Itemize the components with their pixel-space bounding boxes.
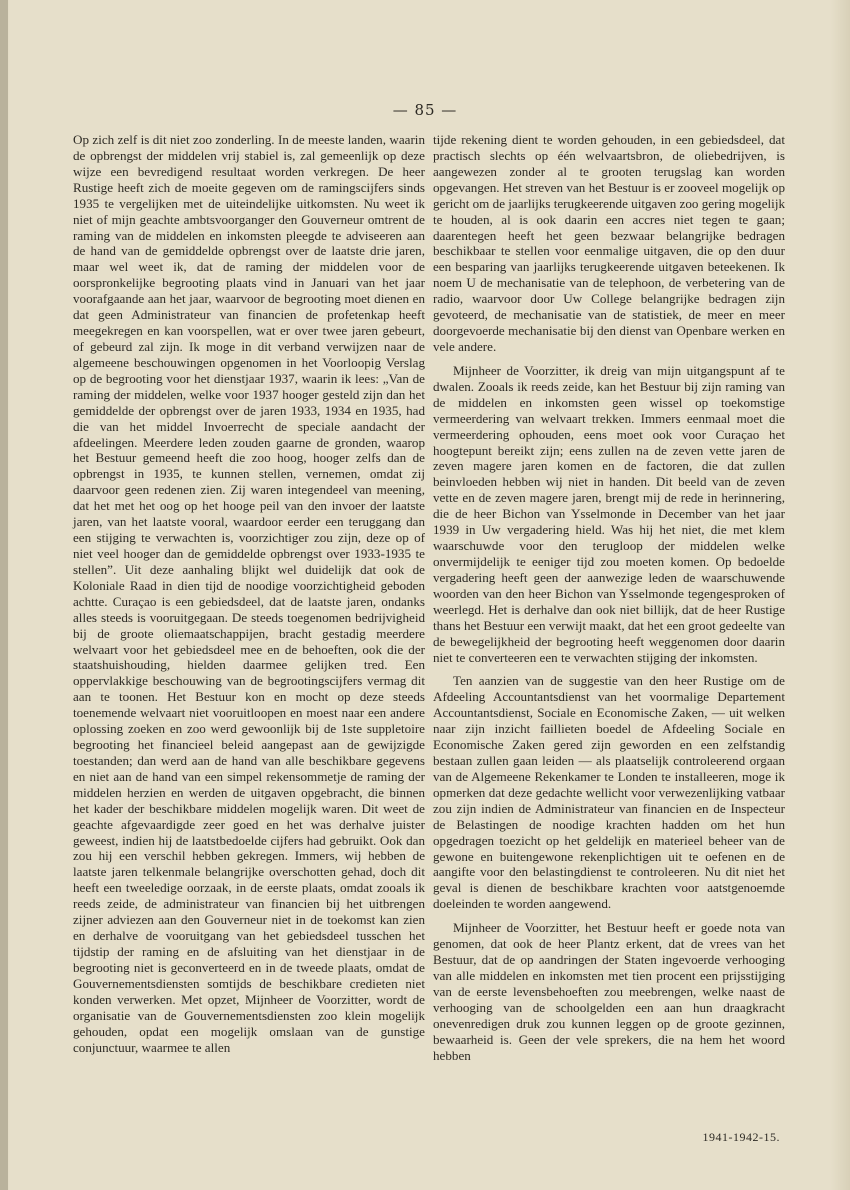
paragraph: Mijnheer de Voorzitter, het Bestuur heeft er goede nota van genomen, dat ook de heer Plantz erkent, dat de vrees van het Bestuur, dat de op aandringen der Staten ingevoerde verhooging van alle middelen en inkomsten met tien procent een prijsstijging van de eerste levensbehoeften zou meebrengen, welke naast de verhooging van de schoolgelden een aan hun draagkracht onevenredigen druk zou kunnen leggen op de groote gezinnen, bewaarheid is. Geen der vele sprekers, die na hem het woord hebben <box>433 920 785 1063</box>
paragraph: Mijnheer de Voorzitter, ik dreig van mijn uitgangspunt af te dwalen. Zooals ik reeds zeide, kan het Bestuur bij zijn raming van de middelen en inkomsten geen wissel op toekomstige vermeerdering van welvaart trekken. Immers eenmaal moet die vermeerdering ophouden, eens moet ook voor Curaçao het hoogtepunt bereikt zijn; eens zullen na de zeven vette jaren de zeven magere jaren komen en de factoren, die dat zullen beinvloeden hebben wij niet in handen. Dit beeld van de zeven vette en de zeven magere jaren, brengt mij de rede in herinnering, die de heer Bichon van Ysselmonde in December van het jaar 1939 in Uw vergadering hield. Was hij het niet, die met klem waarschuwde voor den terugloop der middelen welke onvermijdelijk te eeniger tijd zou moeten komen. Op bedoelde vergadering heeft geen der aanwezige leden de waarschuwende woorden van den heer Bichon van Ysselmonde tegengesproken of weerlegd. Het is derhalve dan ook niet billijk, dat de heer Rustige thans het Bestuur een verwijt maakt, dat het een groot gedeelte van de bewegelijkheid der begrooting heeft weggenomen door daarin niet te converteeren een te verwachten stijging der inkomsten. <box>433 362 785 665</box>
binding-edge <box>0 0 8 1190</box>
right-column <box>433 132 785 1064</box>
paragraph: Op zich zelf is dit niet zoo zonderling. In de meeste landen, waarin de opbrengst der middelen vrij stabiel is, zal gemeenlijk op deze wijze een bevredigend resultaat worden verkregen. De heer Rustige heeft zich de moeite gegeven om de ramingscijfers sinds 1935 te vergelijken met de uiteindelijke uitkomsten. Nu weet ik niet of mijn geachte ambtsvoorganger den Gouverneur omtrent de raming van de middelen en inkomsten pleegde te adviseeren aan de hand van de gemiddelde opbrengst over de laatste drie jaren, maar wel weet ik, dat de raming der middelen voor de oorspronkelijke begrooting plaats vind in Januari van het jaar voorafgaande aan het jaar, waarvoor de begrooting moet dienen en dat geen Administrateur van financien de profetenkap heeft meegekregen en kan voorspellen, wat er over twee jaren gebeurt, of gebeurd zal zijn. Ik moge in dit verband verwijzen naar de algemeene beschouwingen opgenomen in het Voorloopig Verslag op de begrooting voor het dienstjaar 1937, waarin ik lees: „Van de raming der middelen, welke voor 1937 hooger gesteld zijn dan het gemiddelde der opbrengst over de jaren 1933, 1934 en 1935, had die van het middel Invoerrecht de speciale aandacht der afdeelingen. Meerdere leden zouden gaarne de gronden, waarop het Bestuur gemeend heeft die zoo hoog, hooger zelfs dan de opbrengst in 1935, te kunnen stellen, vernemen, omdat zij daarvoor geen redenen zien. Zij waren integendeel van meening, dat het met het oog op het hooge peil van den invoer der laatste jaren, van het laatste vooral, waardoor eerder een teruggang dan een stijging te verwachten is, voorzichtiger zou zijn, deze op of niet veel hooger dan de gemiddelde opbrengst over 1933-1935 te stellen”. Uit deze aanhaling blijkt wel duidelijk dat ook de Koloniale Raad in dien tijd de noodige voorzichtigheid geboden achtte. Curaçao is een gebiedsdeel, dat de laatste jaren, ondanks alles steeds is vooruitgegaan. De steeds toegenomen bedrijvigheid bij de groote oliemaatschappijen, bracht gestadig meerdere welvaart voor het gebiedsdeel mee en de behoeften, ook die der staatshuishouding, hielden daarmee gelijken tred. Een oppervlakkige beschouwing van de begrootingscijfers vermag dit aan te toonen. Het Bestuur kon en mocht op deze steeds toenemende welvaart niet vooruitloopen en moest naar een andere oplossing zoeken en zoo werd gewoonlijk bij de 1ste suppletoire begrooting het financieel beleid aangepast aan de gewijzigde toestanden; dan werd aan de hand van alle beschikbare gegevens en niet aan de hand van een simpel rekensommetje de raming der middelen herzien en werden de uitgaven opgebracht, die binnen het kader der beschikbare middelen mogelijk waren. Dit weet de geachte afgevaardigde zeer goed en het was derhalve juister geweest, indien hij de laatstbedoelde cijfers had gebruikt. Ook dan zou hij een verschil hebben gekregen. Immers, wij hebben de laatste jaren telkenmale belangrijke overschotten gehad, doch dit heeft een tweeledige oorzaak, in de eerste plaats, omdat zooals ik reeds zeide, de administrateur van financien bij het uitbrengen zijner adviezen aan den Gouverneur niet in de toekomst kan zien en derhalve de vooruitgang van het gebiedsdeel tusschen het tijdstip der raming en de afsluiting van het dienstjaar in de begrooting niet is geconverteerd en in de tweede plaats, omdat de Gouvernementsdiensten somtijds de beschikbare credieten niet konden verwerken. Met opzet, Mijnheer de Voorzitter, wordt de organisatie van de Gouvernementsdiensten zoo klein mogelijk gehouden, opdat een mogelijk omslaan van de gunstige conjunctuur, waarmee te allen <box>73 132 425 1055</box>
paragraph: tijde rekening dient te worden gehouden, in een gebiedsdeel, dat practisch slechts op één welvaartsbron, de oliebedrijven, is aangewezen zonder al te grooten terugslag kan worden opgevangen. Het streven van het Bestuur is er zooveel mogelijk op gericht om de jaarlijks terugkeerende uitgaven zoo gering mogelijk te houden, al is ook daarin een accres niet tegen te gaan; daarentegen heeft het geen bezwaar belangrijke bedragen beschikbaar te stellen voor eenmalige uitgaven, die op den duur een besparing van jaarlijks terugkeerende uitgaven beteekenen. Ik noem U de mechanisatie van de telephoon, de verbetering van de radio, waarvoor door Uw College belangrijke bedragen zijn gevoteerd, de mechanisatie van de statistiek, de meer en meer doorgevoerde mechanisatie bij den dienst van Openbare werken en vele andere. <box>433 132 785 354</box>
footer-code: 1941-1942-15. <box>702 1130 780 1144</box>
left-column <box>73 132 425 1055</box>
page-number: — 85 — <box>392 101 458 119</box>
paragraph: Ten aanzien van de suggestie van den heer Rustige om de Afdeeling Accountantsdienst van het voormalige Departement Accountantsdienst, Sociale en Economische Zaken, — uit welken naar zijn inzicht faillieten boedel de Afdeeling Sociale en Economische Zaken gered zijn geworden en een zelfstandig bestaan zullen gaan leiden — als plaatselijk controleerend orgaan van de Algemeene Rekenkamer te Londen te installeeren, moge ik opmerken dat deze gedachte wellicht voor verwezenlijking vatbaar zou zijn indien de Administrateur van financien en de Inspecteur de Belastingen de noodige krachten hadden om het hun opgedragen toezicht op het geldelijk en materieel beheer van de gewone en buitengewone rekenplichtigen uit te oefenen en de aangifte voor den belastingdienst te controleeren. Nu dit niet het geval is dienen de beschikbare krachten voor aatstgenoemde doeleinden te worden aangewend. <box>433 673 785 912</box>
